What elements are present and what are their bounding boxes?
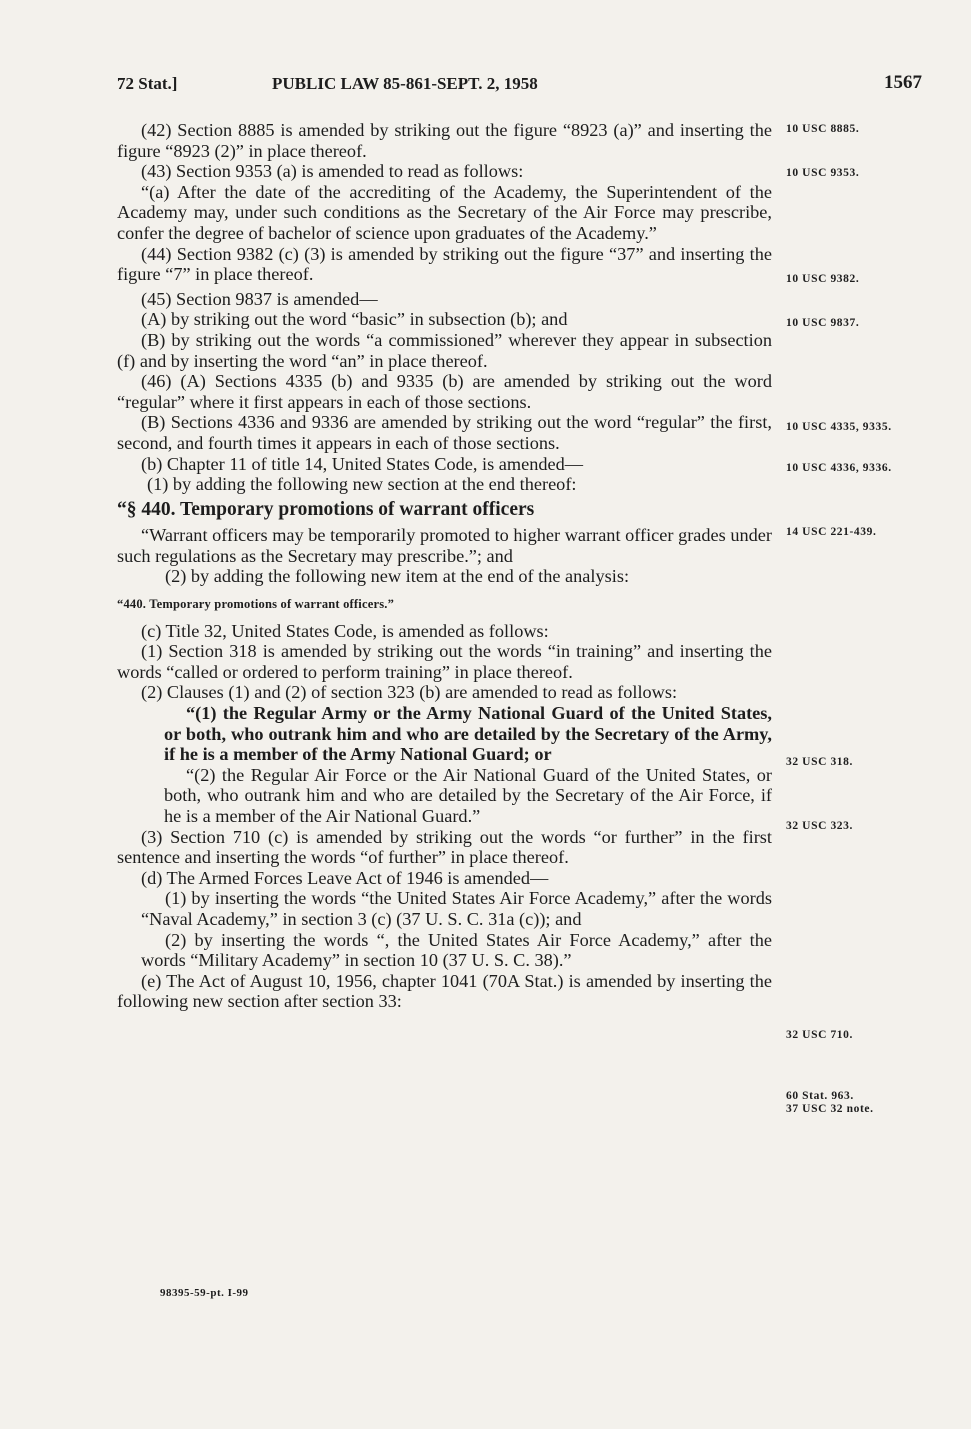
margin-note: 32 USC 318. bbox=[786, 756, 853, 768]
paragraph-43-quote: “(a) After the date of the accrediting of the Academy, the Superintendent of the Academy may, under such conditions as the Secretary of the Air Force may prescribe, confer the degree of bachelor of science upon graduates of the Academy.” bbox=[117, 181, 772, 243]
paragraph-c-1: (1) Section 318 is amended by striking out the words “in training” and inserting the words “called or ordered to perform training” in place thereof. bbox=[117, 641, 772, 682]
section-440-title: “§ 440. Temporary promotions of warrant officers bbox=[117, 498, 535, 520]
paragraph-b: (b) Chapter 11 of title 14, United States Code, is amended— bbox=[141, 453, 584, 474]
header-law-title: PUBLIC LAW 85-861-SEPT. 2, 1958 bbox=[272, 74, 538, 93]
paragraph-43: (43) Section 9353 (a) is amended to read as follows: bbox=[141, 161, 524, 182]
margin-note: 32 USC 323. bbox=[786, 820, 853, 832]
paragraph-c-2-quote-2: “(2) the Regular Air Force or the Air National Guard of the United States, or both, who outrank him and who are detailed by the Secretary of the Air Force, if he is a member of the Air National Guard.” bbox=[164, 764, 772, 826]
margin-note: 10 USC 8885. bbox=[786, 123, 860, 135]
margin-note: 10 USC 9382. bbox=[786, 273, 860, 285]
paragraph-d: (d) The Armed Forces Leave Act of 1946 is amended— bbox=[141, 867, 549, 888]
paragraph-b-2: (2) by adding the following new item at the end of the analysis: bbox=[165, 566, 630, 587]
page-header bbox=[117, 74, 922, 100]
paragraph-c: (c) Title 32, United States Code, is amended as follows: bbox=[141, 620, 549, 641]
paragraph-45-a: (A) by striking out the word “basic” in subsection (b); and bbox=[141, 309, 568, 330]
paragraph-42: (42) Section 8885 is amended by striking out the figure “8923 (a)” and inserting the figure “8923 (2)” in place thereof. bbox=[117, 120, 772, 161]
margin-note: 32 USC 710. bbox=[786, 1029, 853, 1041]
paragraph-d-1: (1) by inserting the words “the United States Air Force Academy,” after the words “Naval Academy,” in section 3 (c) (37 U. S. C. 31a (c)); and bbox=[141, 888, 772, 929]
paragraph-c-3: (3) Section 710 (c) is amended by striking out the words “or further” in the first sentence and inserting the words “of further” in place thereof. bbox=[117, 826, 772, 868]
margin-note: 10 USC 4336, 9336. bbox=[786, 462, 892, 474]
paragraph-46-b: (B) Sections 4336 and 9336 are amended by striking out the word “regular” the first, second, and fourth times it appears in each of those sections. bbox=[117, 412, 772, 453]
paragraph-c-2-quote-1: “(1) the Regular Army or the Army National Guard of the United States, or both, who outrank him and who are detailed by the Secretary of the Army, if he is a member of the Army National Guard; or bbox=[164, 703, 772, 765]
paragraph-c-2: (2) Clauses (1) and (2) of section 323 (b) are amended to read as follows: bbox=[141, 682, 678, 703]
margin-note: 60 Stat. 963. bbox=[786, 1090, 854, 1102]
paragraph-45: (45) Section 9837 is amended— bbox=[141, 288, 378, 309]
section-440-text: “Warrant officers may be temporarily promoted to higher warrant officer grades under such regulations as the Secretary may prescribe.”; and bbox=[117, 525, 772, 566]
page-body bbox=[117, 120, 772, 1012]
margin-note: 37 USC 32 note. bbox=[786, 1103, 874, 1115]
margin-note: 10 USC 9837. bbox=[786, 317, 860, 329]
paragraph-e: (e) The Act of August 10, 1956, chapter 1041 (70A Stat.) is amended by inserting the following new section after section 33: bbox=[117, 970, 772, 1012]
header-statute-ref: 72 Stat.] bbox=[117, 74, 178, 93]
header-page-number: 1567 bbox=[884, 72, 922, 93]
analysis-item: “440. Temporary promotions of warrant officers.” bbox=[117, 597, 395, 612]
paragraph-b-1: (1) by adding the following new section at the end thereof: bbox=[147, 474, 577, 495]
margin-note: 10 USC 4335, 9335. bbox=[786, 421, 892, 433]
page-footer: 98395-59-pt. I-99 bbox=[160, 1287, 249, 1299]
paragraph-45-b: (B) by striking out the words “a commissioned” wherever they appear in subsection (f) and by inserting the word “an” in place thereof. bbox=[117, 329, 772, 371]
margin-note: 10 USC 9353. bbox=[786, 167, 860, 179]
paragraph-46-a: (46) (A) Sections 4335 (b) and 9335 (b) are amended by striking out the word “regular” where it first appears in each of those sections. bbox=[117, 371, 772, 412]
paragraph-44: (44) Section 9382 (c) (3) is amended by striking out the figure “37” and inserting the figure “7” in place thereof. bbox=[117, 243, 772, 285]
margin-note: 14 USC 221-439. bbox=[786, 526, 877, 538]
paragraph-d-2: (2) by inserting the words “, the United States Air Force Academy,” after the words “Military Academy” in section 10 (37 U. S. C. 38).” bbox=[141, 929, 772, 971]
